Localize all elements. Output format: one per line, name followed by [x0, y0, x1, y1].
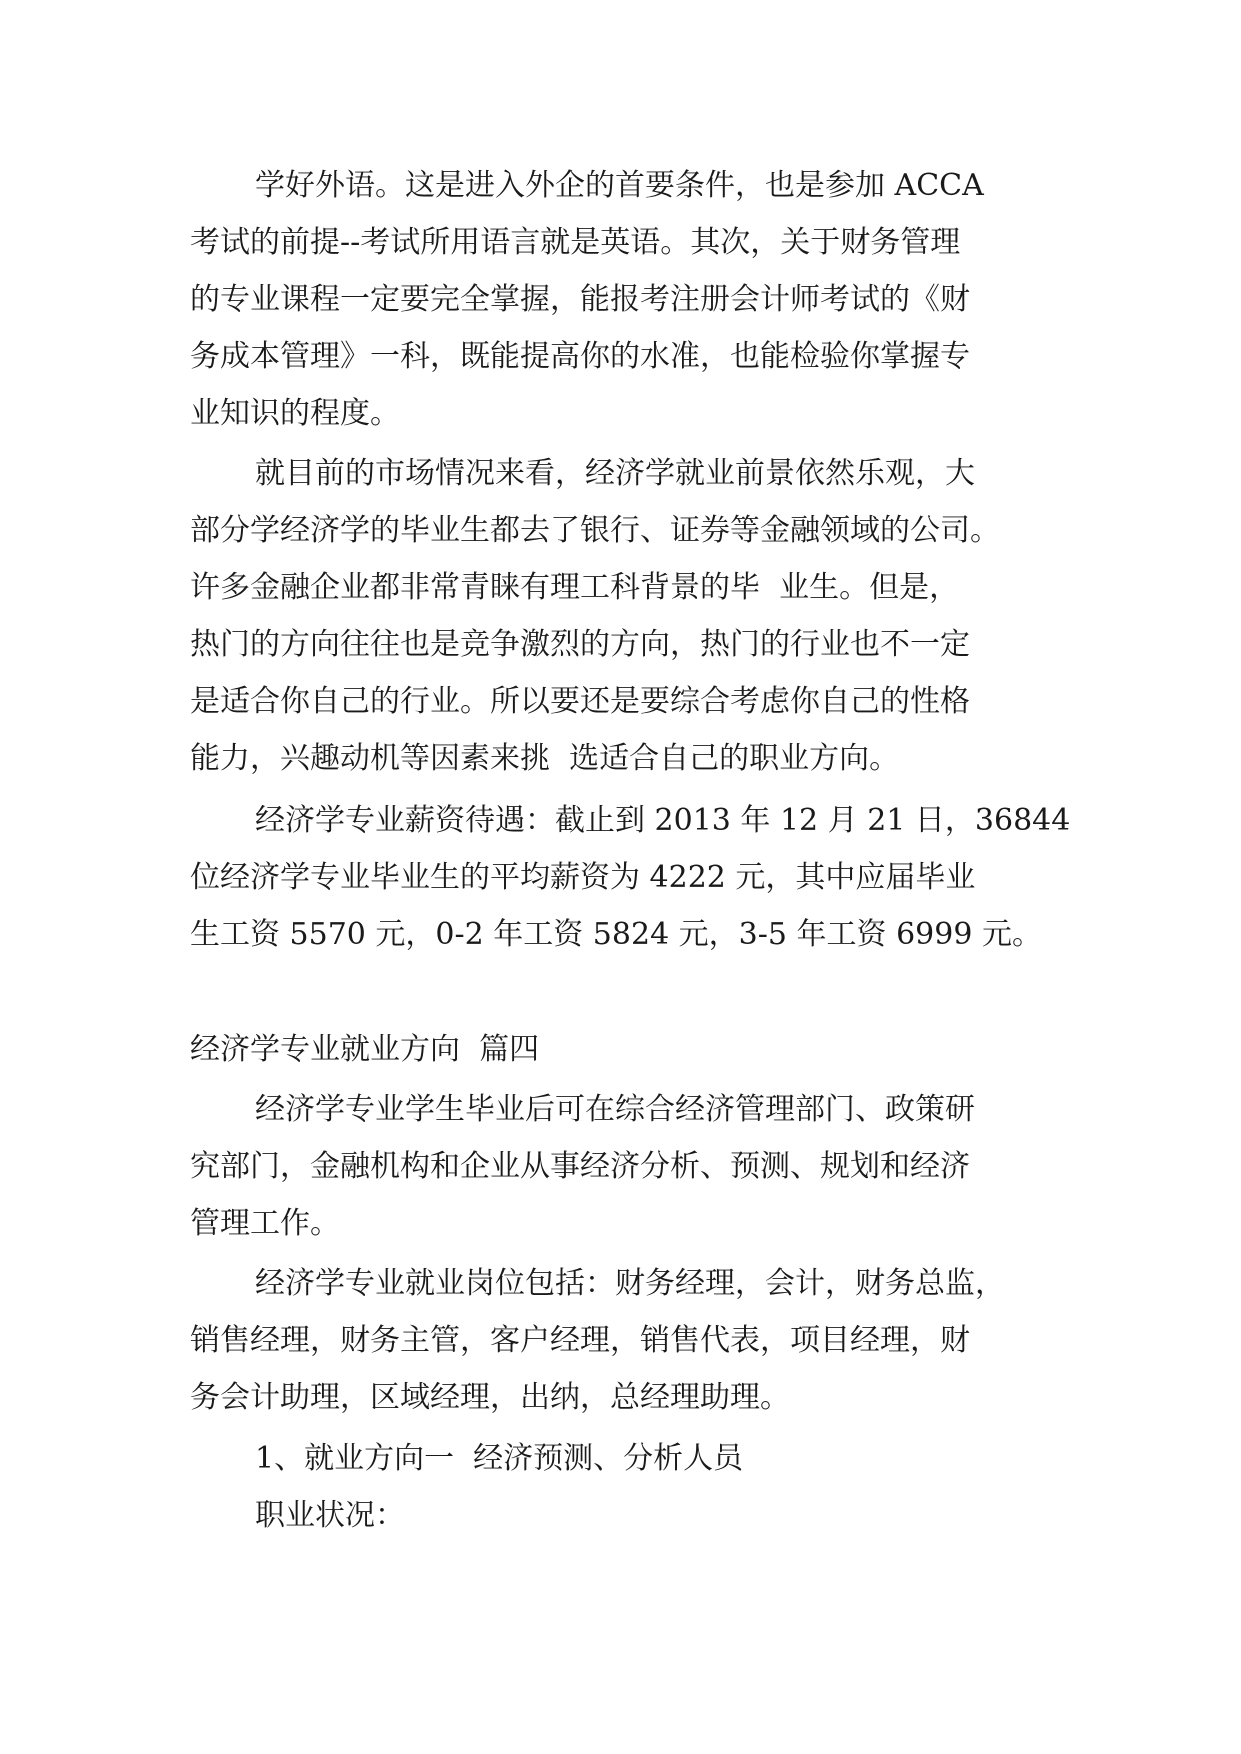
text-line: 能力，兴趣动机等因素来挑 选适合自己的职业方向。 — [190, 741, 900, 776]
text-line: 就目前的市场情况来看，经济学就业前景依然乐观，大 — [255, 456, 975, 491]
text-line: 经济学专业就业岗位包括：财务经理，会计，财务总监， — [255, 1266, 1005, 1301]
text-line: 是适合你自己的行业。所以要还是要综合考虑你自己的性格 — [190, 684, 970, 719]
text-line: 务成本管理》一科，既能提高你的水准，也能检验你掌握专 — [190, 339, 970, 374]
text-line: 管理工作。 — [190, 1206, 340, 1241]
text-line: 生工资 5570 元，0-2 年工资 5824 元，3-5 年工资 6999 元。 — [190, 917, 1042, 952]
text-line: 究部门，金融机构和企业从事经济分析、预测、规划和经济 — [190, 1149, 970, 1184]
text-line: 经济学专业学生毕业后可在综合经济管理部门、政策研 — [255, 1092, 975, 1127]
text-line: 务会计助理，区域经理，出纳，总经理助理。 — [190, 1380, 790, 1415]
list-item-heading: 1、就业方向一 经济预测、分析人员 — [255, 1441, 744, 1476]
section-heading: 经济学专业就业方向 篇四 — [190, 1032, 540, 1067]
text-line: 部分学经济学的毕业生都去了银行、证券等金融领域的公司。 — [190, 513, 1000, 548]
text-line: 经济学专业薪资待遇：截止到 2013 年 12 月 21 日，36844 — [255, 803, 1071, 838]
text-line: 学好外语。这是进入外企的首要条件，也是参加 ACCA — [255, 168, 984, 203]
text-line: 考试的前提--考试所用语言就是英语。其次，关于财务管理 — [190, 225, 961, 260]
text-line: 热门的方向往往也是竞争激烈的方向，热门的行业也不一定 — [190, 627, 970, 662]
text-line: 业知识的程度。 — [190, 396, 400, 431]
text-line: 职业状况： — [255, 1498, 405, 1533]
text-line: 销售经理，财务主管，客户经理，销售代表，项目经理，财 — [190, 1323, 970, 1358]
text-line: 的专业课程一定要完全掌握，能报考注册会计师考试的《财 — [190, 282, 970, 317]
text-line: 位经济学专业毕业生的平均薪资为 4222 元，其中应届毕业 — [190, 860, 976, 895]
text-line: 许多金融企业都非常青睐有理工科背景的毕 业生。但是， — [190, 570, 960, 605]
